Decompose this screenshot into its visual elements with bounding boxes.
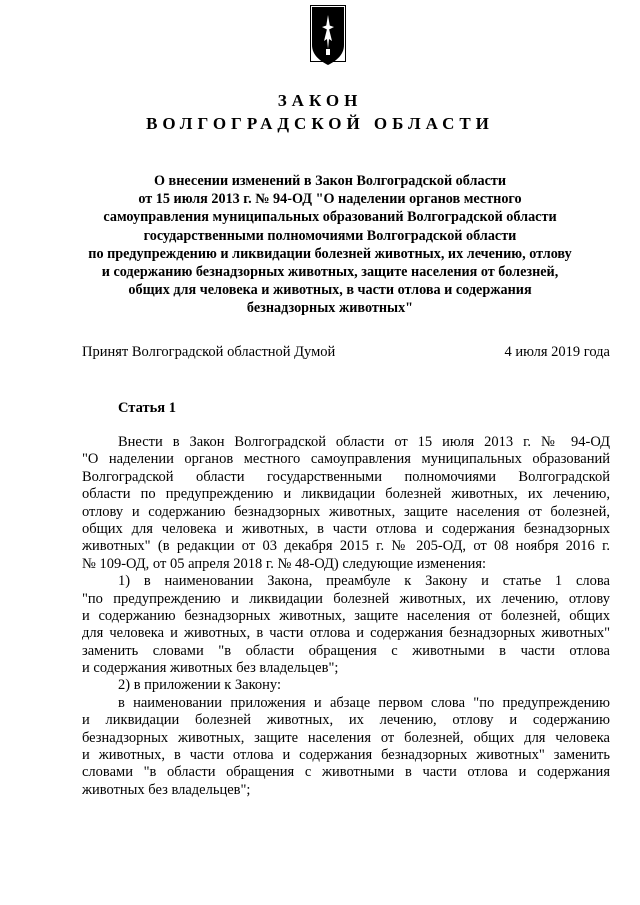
subtitle-line: и содержанию безнадзорных животных, защите населения от болезней, [101,264,559,281]
adoption-date: 4 июля 2019 года [504,344,610,360]
body-line: 1) в наименовании Закона, преамбуле к Закону и статье 1 слова [118,573,610,590]
volgograd-coat-of-arms-icon [310,5,346,71]
body-line: животных" (в редакции от 03 декабря 2015 г. № 205-ОД, от 08 ноября 2016 г. [82,538,610,555]
body-line: в наименовании приложения и абзаце первом слова "по предупреждению [118,694,610,711]
subtitle-line: безнадзорных животных" [246,300,414,317]
body-line: словами "в области обращения с животными в части отлова и содержания [82,764,610,781]
region-title: ВОЛГОГРАДСКОЙ ОБЛАСТИ [146,114,494,133]
body-line: отлову и содержанию безнадзорных животных, защите населения от болезней, [82,503,610,520]
body-line: для человека и животных, в части отлова и содержания безнадзорных животных" [82,625,610,642]
article-body [82,434,610,799]
body-line: 2) в приложении к Закону: [118,677,282,694]
body-line: "по предупреждению и ликвидации болезней животных, их лечению, отлову [82,590,610,607]
body-line: области по предупреждению и ликвидации болезней животных, их лечению, [82,486,610,503]
body-line: и ликвидации болезней животных, их лечению, отлову и содержанию [82,712,610,729]
body-line: и содержания животных без владельцев"; [82,660,339,677]
body-line: и содержанию безнадзорных животных, защите населения от болезней, общих [82,607,610,624]
adoption-line [82,344,610,361]
body-line: безнадзорных животных, защите населения от болезней, общих для человека [82,729,610,746]
document-type-title: ЗАКОН [277,91,363,110]
body-line: Волгоградской области государственными полномочиями Волгоградской [82,468,610,485]
subtitle-line: О внесении изменений в Закон Волгоградской области [153,173,507,189]
article-heading: Статья 1 [118,400,176,416]
subtitle-line: общих для человека и животных, в части отлова и содержания [128,282,532,299]
subtitle-line: государственными полномочиями Волгоградской области [143,227,517,244]
subtitle-line: по предупреждению и ликвидации болезней животных, их лечению, отлову [88,245,572,262]
body-line: "О наделении органов местного самоуправления муниципальных образований [82,451,610,468]
subtitle-line: самоуправления муниципальных образований Волгоградской области [103,209,557,226]
law-subtitle [60,172,600,318]
body-line: животных без владельцев"; [82,781,251,798]
adopted-by: Принят Волгоградской областной Думой [82,344,336,360]
body-line: заменить словами "в области обращения с животными в части отлова [82,642,610,659]
body-line: и животных, в части отлова и содержания безнадзорных животных" заменить [82,747,610,764]
body-line: № 109-ОД, от 05 апреля 2018 г. № 48-ОД) следующие изменения: [82,555,487,572]
subtitle-line: от 15 июля 2013 г. № 94-ОД "О наделении органов местного [138,191,522,208]
body-line: общих для человека и животных, в части отлова и содержания безнадзорных [82,520,610,537]
body-line: Внести в Закон Волгоградской области от 15 июля 2013 г. № 94-ОД [118,434,610,450]
